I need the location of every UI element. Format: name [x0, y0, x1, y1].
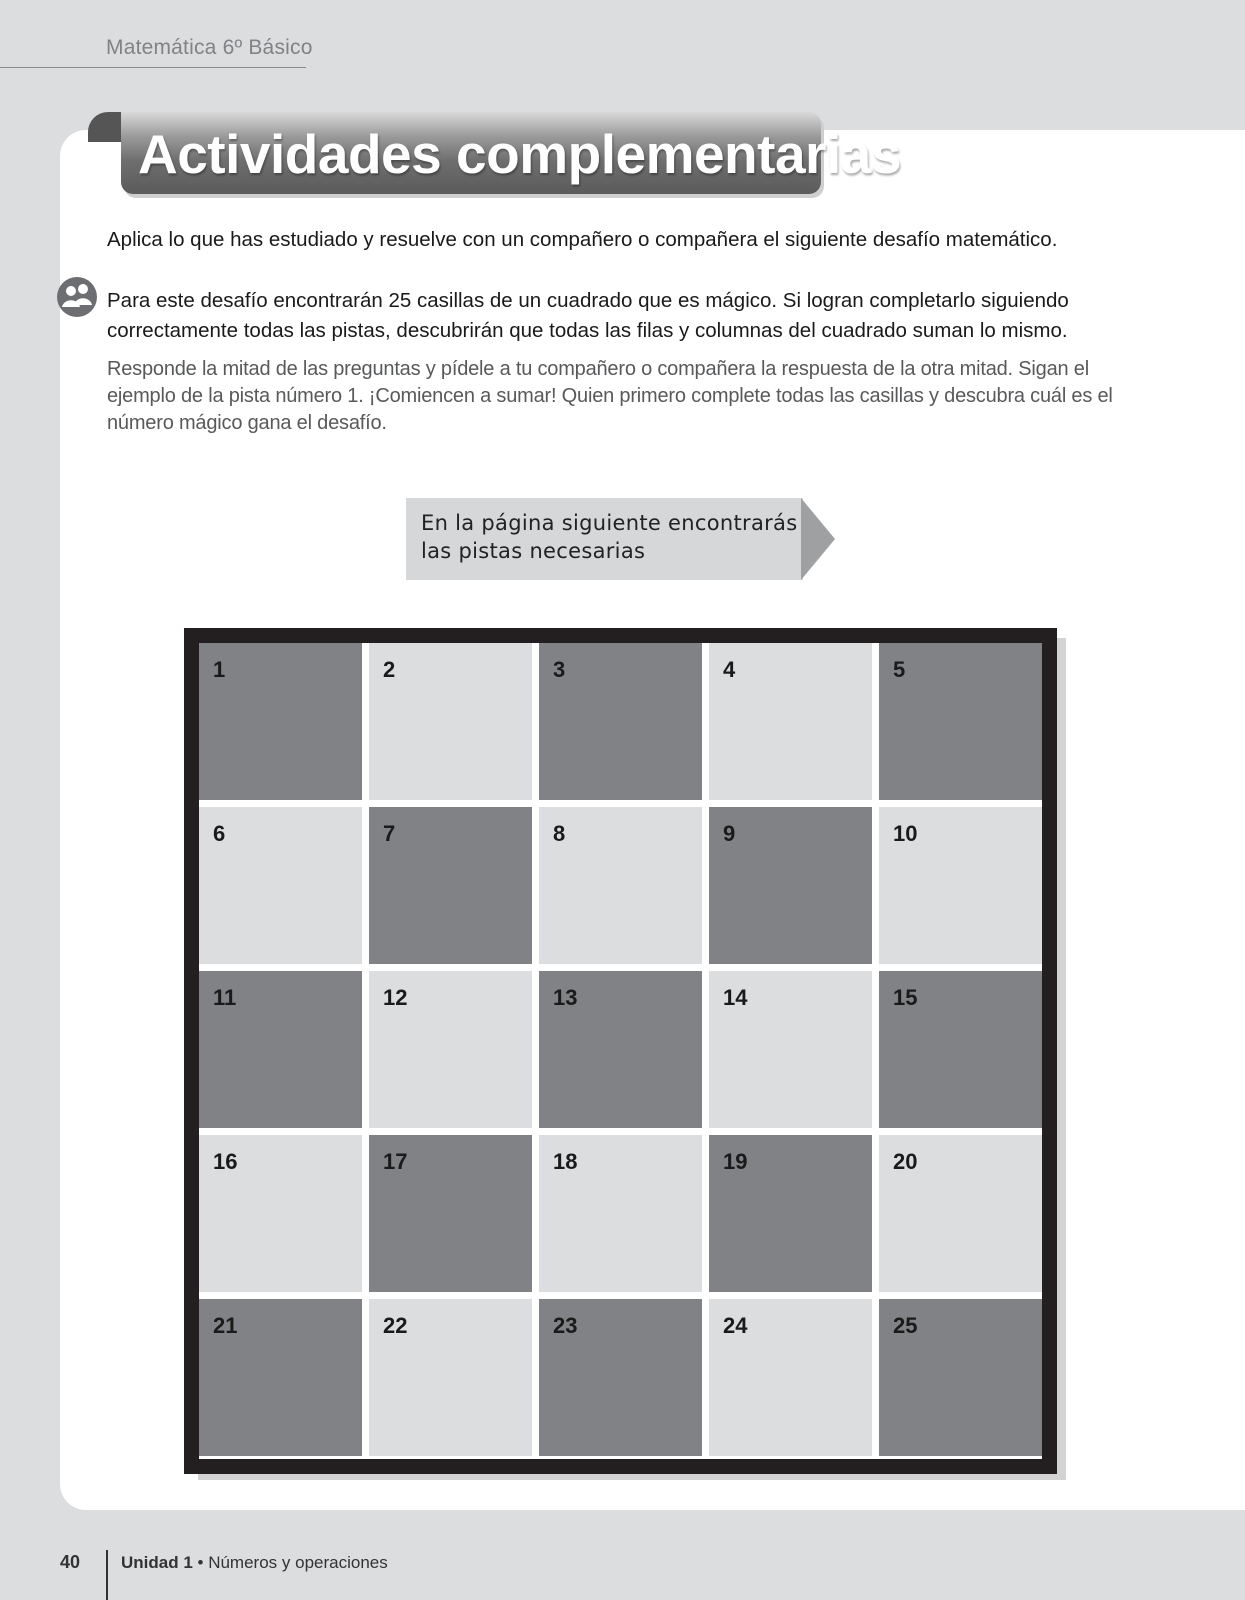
challenge-instructions: Responde la mitad de las preguntas y pídele a tu compañero o compañera la respuesta de la otra mitad. Sigan el ejemplo de la pista número 1. ¡Comiencen a sumar! Quien primero complete todas las casillas y descubra cuál es el número mágico gana el desafío. — [107, 358, 1113, 434]
magic-square-cell[interactable]: 4 — [709, 643, 872, 800]
magic-square-cell[interactable]: 19 — [709, 1135, 872, 1292]
unit-separator: • — [192, 1553, 209, 1572]
magic-square-cell[interactable]: 23 — [539, 1299, 702, 1456]
magic-square-cell[interactable]: 3 — [539, 643, 702, 800]
magic-square-grid — [199, 643, 1042, 1459]
magic-square-cell[interactable]: 15 — [879, 971, 1042, 1128]
intro-text: Aplica lo que has estudiado y resuelve con un compañero o compañera el siguiente desafío matemático. — [107, 228, 1058, 251]
arrow-right-icon — [801, 498, 835, 580]
magic-square-cell[interactable]: 24 — [709, 1299, 872, 1456]
magic-square-cell[interactable]: 14 — [709, 971, 872, 1128]
page-number: 40 — [60, 1552, 81, 1572]
magic-square-cell[interactable]: 21 — [199, 1299, 362, 1456]
magic-square-cell[interactable]: 10 — [879, 807, 1042, 964]
unit-label: Unidad 1 — [121, 1553, 193, 1572]
pair-work-icon — [56, 276, 98, 318]
magic-square-cell[interactable]: 9 — [709, 807, 872, 964]
challenge-text: Para este desafío encontrarán 25 casillas de un cuadrado que es mágico. Si logran completarlo siguiendo correctamente todas las pistas, descubrirán que todas las filas y columnas del cuadrado suman lo mismo. — [107, 289, 1069, 342]
magic-square-cell[interactable]: 7 — [369, 807, 532, 964]
magic-square-cell[interactable]: 22 — [369, 1299, 532, 1456]
magic-square-cell[interactable]: 11 — [199, 971, 362, 1128]
footer-unit — [121, 1553, 388, 1573]
magic-square-cell[interactable]: 25 — [879, 1299, 1042, 1456]
clues-callout-text: En la página siguiente encontrarás las pistas necesarias — [421, 511, 798, 563]
section-title: Actividades complementarias — [138, 123, 901, 185]
magic-square-cell[interactable]: 18 — [539, 1135, 702, 1292]
header-rule — [0, 67, 306, 68]
magic-square-cell[interactable]: 2 — [369, 643, 532, 800]
magic-square-cell[interactable]: 13 — [539, 971, 702, 1128]
magic-square-cell[interactable]: 20 — [879, 1135, 1042, 1292]
magic-square-cell[interactable]: 12 — [369, 971, 532, 1128]
magic-square-cell[interactable]: 6 — [199, 807, 362, 964]
unit-topic: Números y operaciones — [208, 1553, 388, 1572]
book-title: Matemática 6º Básico — [106, 36, 313, 59]
magic-square-cell[interactable]: 16 — [199, 1135, 362, 1292]
magic-square-cell[interactable]: 17 — [369, 1135, 532, 1292]
magic-square-cell[interactable]: 1 — [199, 643, 362, 800]
magic-square-cell[interactable]: 5 — [879, 643, 1042, 800]
magic-square-cell[interactable]: 8 — [539, 807, 702, 964]
footer-rule — [106, 1550, 108, 1600]
